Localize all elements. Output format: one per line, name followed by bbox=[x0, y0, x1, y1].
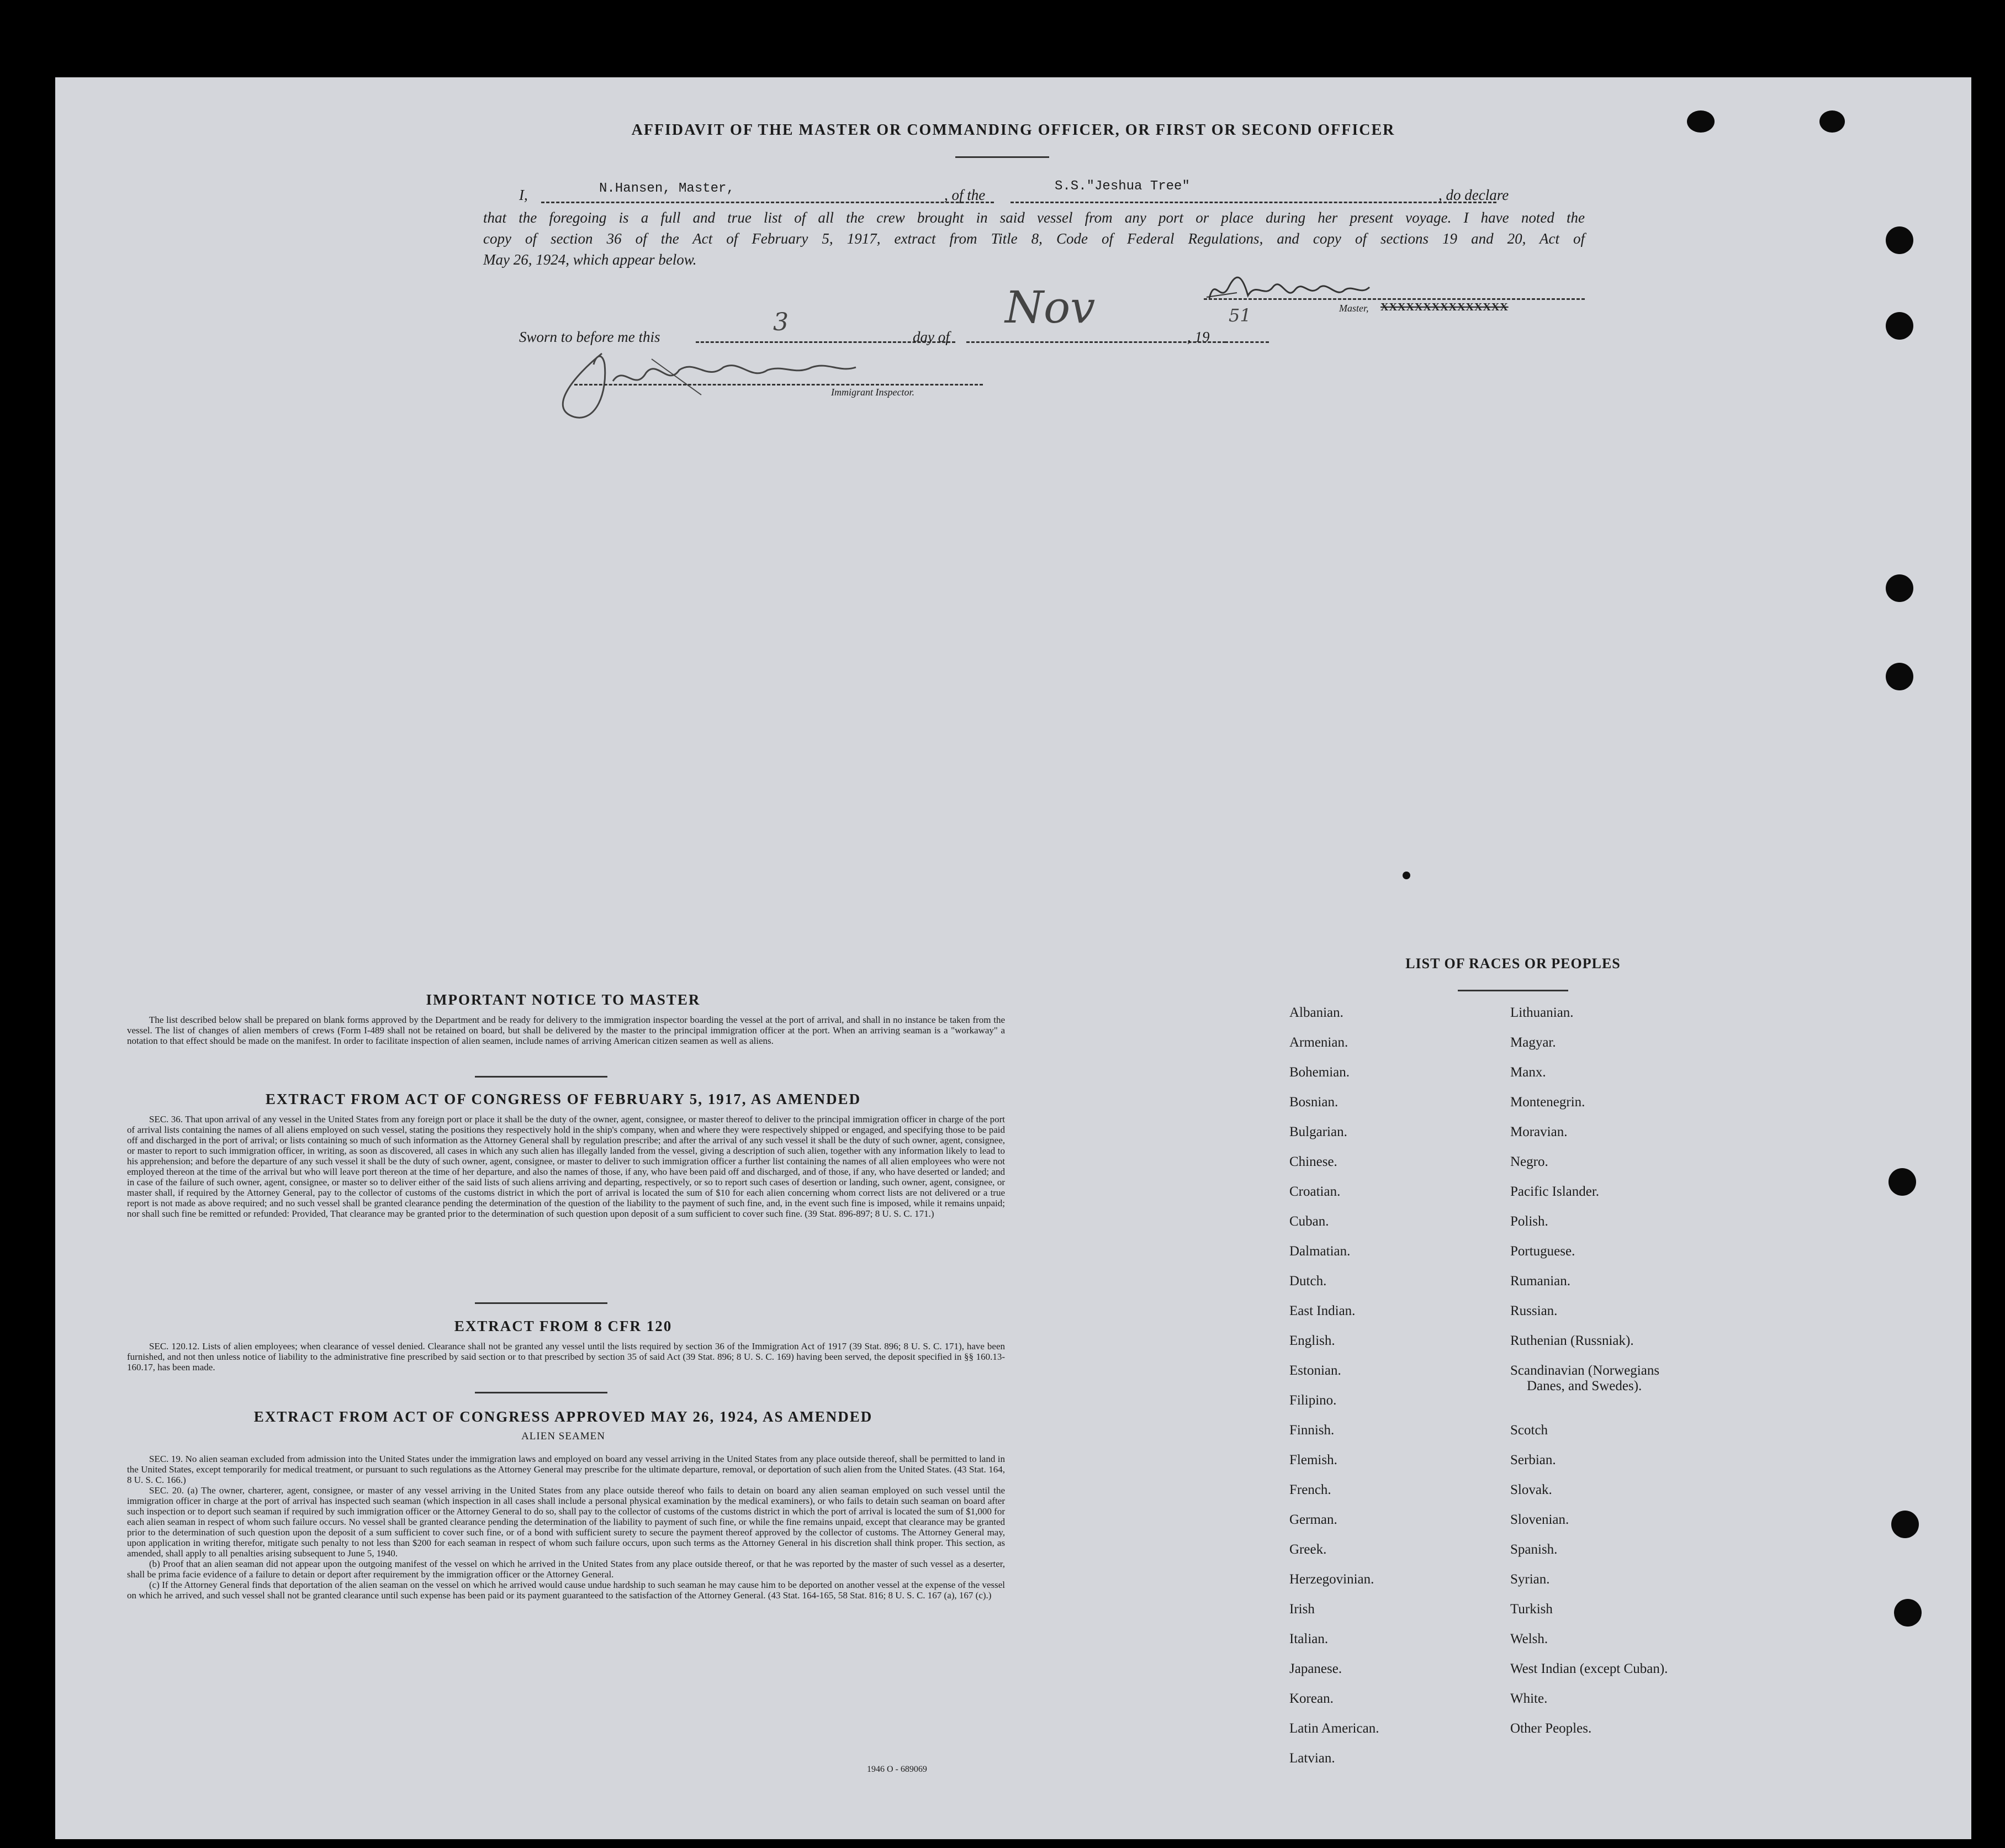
race-right-item: Slovak. bbox=[1510, 1482, 1552, 1497]
race-left-item: Albanian. bbox=[1289, 1005, 1343, 1020]
day-of-label: day of bbox=[913, 329, 950, 345]
race-left-item: Greek. bbox=[1289, 1542, 1327, 1557]
alien-seamen-subtitle: ALIEN SEAMEN bbox=[521, 1430, 605, 1442]
section-rule bbox=[475, 1076, 607, 1078]
race-left-item: Korean. bbox=[1289, 1691, 1334, 1706]
race-left-item: German. bbox=[1289, 1512, 1337, 1527]
race-right-item: Lithuanian. bbox=[1510, 1005, 1574, 1020]
affidavit-title: AFFIDAVIT OF THE MASTER OR COMMANDING OFFICER, OR FIRST OR SECOND OFFICER bbox=[631, 122, 1395, 139]
sworn-label: Sworn to before me this bbox=[519, 329, 660, 345]
race-left-item: Flemish. bbox=[1289, 1453, 1337, 1467]
print-code: 1946 O - 689069 bbox=[867, 1765, 927, 1774]
race-left-item: French. bbox=[1289, 1482, 1331, 1497]
notice-body bbox=[127, 1015, 1005, 1046]
section-rule bbox=[475, 1302, 607, 1304]
punch-hole bbox=[1894, 1599, 1922, 1627]
affidavit-line-4: May 26, 1924, which appear below. bbox=[483, 251, 697, 268]
month-handwritten: Nov bbox=[1005, 282, 1096, 333]
race-right-item: Scandinavian (Norwegians bbox=[1510, 1363, 1660, 1378]
race-left-item: Bosnian. bbox=[1289, 1095, 1339, 1110]
race-right-item: Magyar. bbox=[1510, 1035, 1556, 1050]
race-right-item: West Indian (except Cuban). bbox=[1510, 1661, 1668, 1676]
race-right-item: Danes, and Swedes). bbox=[1527, 1379, 1642, 1393]
race-left-item: Latin American. bbox=[1289, 1721, 1379, 1736]
master-label: Master, bbox=[1339, 303, 1369, 314]
of-the-label: , of the bbox=[944, 187, 986, 203]
race-right-item: Serbian. bbox=[1510, 1453, 1556, 1467]
races-rule bbox=[1458, 990, 1568, 991]
race-left-item: Croatian. bbox=[1289, 1184, 1341, 1199]
race-right-item: White. bbox=[1510, 1691, 1548, 1706]
sec19-paragraph: SEC. 19. No alien seaman excluded from admission into the United States under the immigration laws and employed on board any vessel arriving in the United States from any place outside thereof, shall be permitted to land in the United States, except temporarily for medical treatment, or pursuant to such regulations as the Attorney General may prescribe for the ultimate departure, removal, or deportation of such alien from the United States. (43 Stat. 164, 8 U. S. C. 166.) bbox=[127, 1454, 1005, 1485]
extract-1924-title: EXTRACT FROM ACT OF CONGRESS APPROVED MAY 26, 1924, AS AMENDED bbox=[253, 1408, 873, 1425]
vessel-line bbox=[1011, 202, 1496, 203]
vessel-name: S.S."Jeshua Tree" bbox=[1055, 179, 1190, 194]
year-handwritten: 51 bbox=[1229, 305, 1251, 326]
punch-hole bbox=[1886, 226, 1913, 254]
race-left-item: Chinese. bbox=[1289, 1154, 1337, 1169]
race-right-item: Syrian. bbox=[1510, 1572, 1550, 1587]
race-left-item: Herzegovinian. bbox=[1289, 1572, 1374, 1587]
punch-hole bbox=[1891, 1511, 1919, 1538]
race-right-item: Rumanian. bbox=[1510, 1274, 1571, 1289]
extract-1917-title: EXTRACT FROM ACT OF CONGRESS OF FEBRUARY 5, 1917, AS AMENDED bbox=[265, 1091, 861, 1107]
race-left-item: Irish bbox=[1289, 1602, 1315, 1617]
race-right-item: Polish. bbox=[1510, 1214, 1548, 1229]
race-left-item: Italian. bbox=[1289, 1631, 1329, 1646]
inspector-label: Immigrant Inspector. bbox=[831, 387, 914, 398]
race-right-item: Negro. bbox=[1510, 1154, 1548, 1169]
extract-1924-body bbox=[127, 1454, 1005, 1601]
race-right-item: Spanish. bbox=[1510, 1542, 1558, 1557]
sec20b-paragraph: (b) Proof that an alien seaman did not appear upon the outgoing manifest of the vessel on which he arrived in the United States from any place outside thereof, or that he was reported by the master of such vessel as a deserter, shall be prima facie evidence of a failure to detain or deport after requirement by the immigration officer or the Attorney General. bbox=[127, 1559, 1005, 1580]
sec20a-paragraph: SEC. 20. (a) The owner, charterer, agent, consignee, or master of any vessel arriving in the United States from any place outside thereof who fails to detain on board any alien seaman employed on such vessel until the immigration officer in charge at the port of arrival has inspected such seaman (which inspection in all cases shall include a personal physical examination by the medical examiners), or who fails to detain such seaman on board after such inspection or to deport such seaman if required by such immigration officer or the Attorney General to do so, shall pay to the collector of customs of the customs district in which the port of arrival is located the sum of $1,000 for each alien seaman in respect of whom such failure occurs. No vessel shall be granted clearance pending the determination of the liability to payment of such fine, or while the fine remains unpaid, except that clearance may be granted prior to the determination of such question upon the deposit of a sum sufficient to cover such fine, or of a bond with sufficient surety to secure the payment thereof approved by the collector of customs. The Attorney General may, upon application in writing therefor, mitigate such penalty to not less than $200 for each seaman in respect of whom such failure occurs, upon such terms as the Attorney General in his discretion shall think proper. This section, as amended, shall apply to all penalties arising subsequent to June 5, 1940. bbox=[127, 1485, 1005, 1559]
affidavit-line-3: copy of section 36 of the Act of February 5, 1917, extract from Title 8, Code of Federal Regulations, and copy of sections 19 and 20, Act of bbox=[483, 230, 1585, 247]
sec20c-paragraph: (c) If the Attorney General finds that deportation of the alien seaman on the vessel on which he arrived would cause undue hardship to such seaman he may cause him to be deported on another vessel at the expense of the vessel on which he arrived, and such vessel shall not be granted clearance until such expense has been paid or its payment guaranteed to the satisfaction of the Attorney General. (43 Stat. 164-165, 58 Stat. 816; 8 U. S. C. 167 (a), 167 (c).) bbox=[127, 1580, 1005, 1601]
i-label: I, bbox=[519, 187, 528, 203]
race-right-item: Russian. bbox=[1510, 1303, 1558, 1318]
race-left-item: Finnish. bbox=[1289, 1423, 1335, 1438]
day-handwritten: 3 bbox=[773, 308, 789, 336]
extract-1917-paragraph: SEC. 36. That upon arrival of any vessel in the United States from any foreign port or place it shall be the duty of the owner, agent, consignee, or master thereof to deliver to the principal immigration officer in charge of the port of arrival lists containing the names of all aliens employed on such vessel, stating the positions they respectively hold in the ship's company, when and where they were respectively shipped or engaged, and specifying those to be paid off and discharged in the port of arrival; or lists containing so much of such information as the Attorney General shall by regulation prescribe; and after the arrival of any such vessel it shall be the duty of such owner, agent, consignee, or master to report to such immigration officer, in writing, as soon as discovered, all cases in which any such alien has illegally landed from the vessel, giving a description of such alien, together with any information likely to lead to his apprehension; and before the departure of any such vessel it shall be the duty of such owner, agent, consignee, or master to deliver to such immigration officer a further list containing the names of all alien employees who were not employed thereon at the time of the arrival but who will leave port thereon at the time of her departure, and also the names of those, if any, who have been paid off and discharged, and of those, if any, who have deserted or landed; and in case of the failure of such owner, agent, consignee, or master so to deliver either of the said lists of such aliens arriving and departing, respectively, or so to report such cases of desertion or landing, such owner, agent, consignee, or master shall, if required by the Attorney General, pay to the collector of customs of the customs district in which the port of arrival is located the sum of $10 for each alien concerning whom correct lists are not delivered or a true report is not made as above required; and no such vessel shall be granted clearance pending the determination of the question of the liability to the payment of such fine, and, in the event such fine is imposed, while it remains unpaid; nor shall such fine be remitted or refunded: Provided, That clearance may be granted prior to the determination of such question upon deposit of a sum sufficient to cover such fine. (39 Stat. 896-897; 8 U. S. C. 171.) bbox=[127, 1114, 1005, 1219]
race-left-item: Latvian. bbox=[1289, 1751, 1335, 1766]
extract-cfr-paragraph: SEC. 120.12. Lists of alien employees; when clearance of vessel denied. Clearance shall not be granted any vessel until the lists required by section 36 of the Immigration Act of 1917 (39 Stat. 896; 8 U. S. C. 171), have been furnished, and not then unless notice of liability to the administrative fine prescribed by said section or to that prescribed by section 35 of said Act (39 Stat. 896; 8 U. S. C. 169) having been served, the deposit specified in §§ 160.13-160.17, has been made. bbox=[127, 1341, 1005, 1372]
year-line bbox=[1225, 341, 1269, 343]
race-right-item: Slovenian. bbox=[1510, 1512, 1569, 1527]
race-left-item: Dalmatian. bbox=[1289, 1244, 1351, 1259]
race-left-item: Bohemian. bbox=[1289, 1065, 1350, 1080]
extract-cfr-body bbox=[127, 1341, 1005, 1372]
race-left-item: Cuban. bbox=[1289, 1214, 1329, 1229]
race-left-item: Bulgarian. bbox=[1289, 1124, 1347, 1139]
affidavit-line-2: that the foregoing is a full and true list of all the crew brought in said vessel from any port or place during her present voyage. I have noted the bbox=[483, 209, 1585, 226]
race-right-item: Other Peoples. bbox=[1510, 1721, 1592, 1736]
race-left-item: English. bbox=[1289, 1333, 1335, 1348]
race-left-item: Dutch. bbox=[1289, 1274, 1327, 1289]
stray-mark bbox=[1403, 872, 1410, 879]
struck-out-title: XXXXXXXXXXXXXXX bbox=[1380, 301, 1509, 313]
notice-paragraph: The list described below shall be prepared on blank forms approved by the Department and be ready for delivery to the immigration inspector boarding the vessel at the port of arrival, and shall in no instance be taken from the vessel. The list of changes of alien members of crews (Form I-489 shall not be retained on board, but shall be delivered by the master to the principal immigration officer at the port. When an arriving seaman is a "workaway" a notation to that effect should be made on the manifest. In order to facilitate inspection of alien seamen, include names of arriving American citizen seamen as well as aliens. bbox=[127, 1015, 1005, 1046]
race-left-item: Armenian. bbox=[1289, 1035, 1348, 1050]
name-line bbox=[541, 202, 994, 203]
master-name: N.Hansen, Master, bbox=[599, 181, 734, 196]
notice-title: IMPORTANT NOTICE TO MASTER bbox=[426, 991, 701, 1008]
race-right-item: Pacific Islander. bbox=[1510, 1184, 1600, 1199]
race-right-item: Welsh. bbox=[1510, 1631, 1548, 1646]
extract-cfr-title: EXTRACT FROM 8 CFR 120 bbox=[454, 1318, 673, 1334]
do-declare-label: , do declare bbox=[1438, 187, 1509, 203]
section-rule bbox=[475, 1392, 607, 1393]
race-right-item: Scotch bbox=[1510, 1423, 1548, 1438]
inspector-signature-line bbox=[574, 384, 983, 386]
year-prefix: , 19 bbox=[1187, 329, 1210, 345]
race-right-item: Turkish bbox=[1510, 1602, 1553, 1617]
race-left-item: Filipino. bbox=[1289, 1393, 1337, 1408]
race-right-item: Moravian. bbox=[1510, 1124, 1568, 1139]
title-rule bbox=[955, 156, 1049, 158]
race-right-item: Montenegrin. bbox=[1510, 1095, 1585, 1110]
race-left-item: East Indian. bbox=[1289, 1303, 1356, 1318]
document-sheet bbox=[55, 77, 1971, 1839]
extract-1917-body bbox=[127, 1114, 1005, 1219]
races-title: LIST OF RACES OR PEOPLES bbox=[1405, 955, 1621, 971]
punch-hole bbox=[1888, 1168, 1916, 1196]
race-left-item: Estonian. bbox=[1289, 1363, 1341, 1378]
punch-hole bbox=[1886, 574, 1913, 602]
race-left-item: Japanese. bbox=[1289, 1661, 1342, 1676]
punch-hole bbox=[1886, 312, 1913, 340]
race-right-item: Manx. bbox=[1510, 1065, 1546, 1080]
race-right-item: Ruthenian (Russniak). bbox=[1510, 1333, 1634, 1348]
master-signature-line bbox=[1204, 298, 1585, 300]
race-right-item: Portuguese. bbox=[1510, 1244, 1575, 1259]
punch-hole bbox=[1886, 663, 1913, 690]
